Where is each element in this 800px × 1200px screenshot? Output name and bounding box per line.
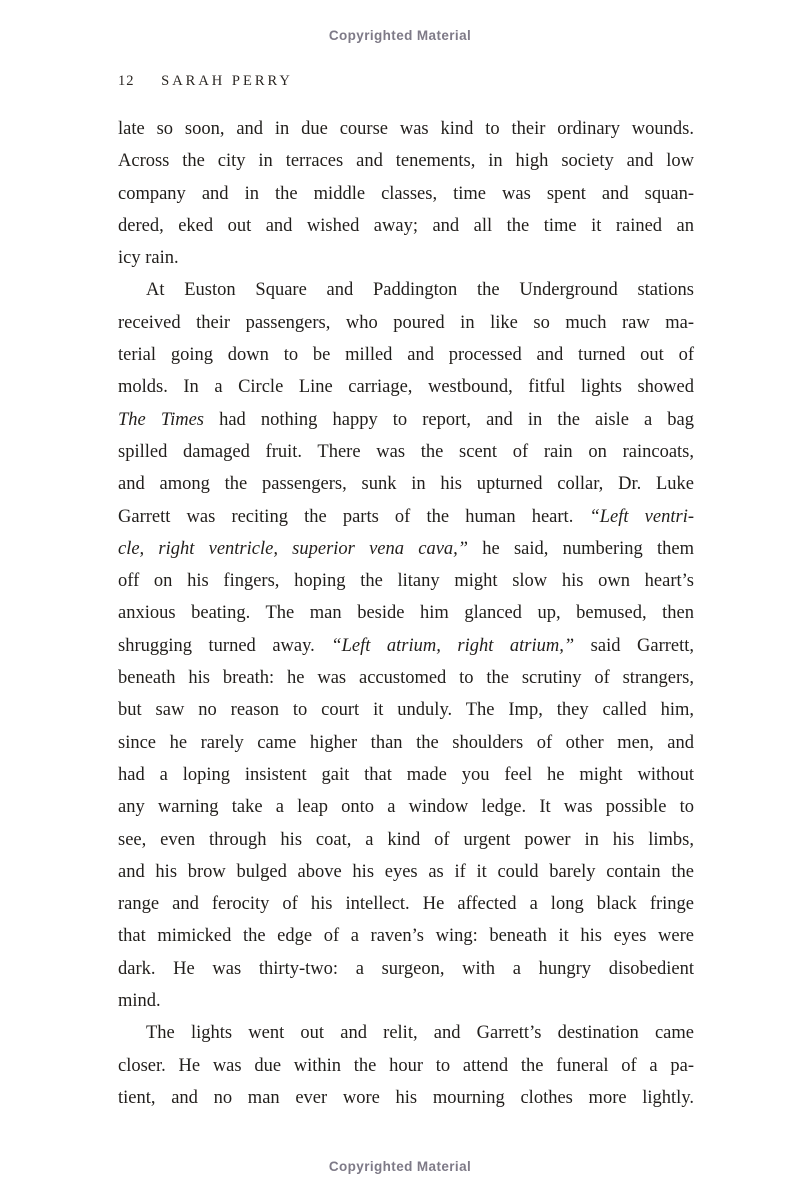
text-run: range and ferocity of his intellect. He affected a long black fringe: [118, 894, 694, 915]
text-line: [118, 888, 694, 920]
text-run: late so soon, and in due course was kind to their ordinary wounds.: [118, 119, 694, 139]
text-run: dered, eked out and wished away; and all the time it rained an: [118, 215, 694, 236]
text-run: At Euston Square and Paddington the Underground stations: [146, 280, 694, 301]
text-run: dark. He was thirty-two: a surgeon, with a hungry disobedient: [118, 958, 694, 979]
text-line: [118, 597, 694, 629]
text-line: [118, 791, 694, 823]
text-run: had nothing happy to report, and in the aisle a bag: [204, 409, 694, 430]
text-run: said Garrett,: [574, 635, 695, 656]
text-line: [118, 145, 694, 177]
text-run: and his brow bulged above his eyes as if it could barely contain the: [118, 861, 694, 882]
text-line: [118, 501, 694, 533]
text-run: company and in the middle classes, time was spent and squan-: [118, 183, 694, 204]
text-line: [118, 404, 694, 436]
text-run: see, even through his coat, a kind of urgent power in his limbs,: [118, 829, 694, 850]
paragraph: [118, 274, 694, 1017]
text-line: [118, 339, 694, 371]
text-line: [118, 533, 694, 565]
text-line: [118, 242, 694, 274]
text-run: anxious beating. The man beside him glanced up, bemused, then: [118, 603, 694, 624]
running-header: [118, 73, 800, 90]
text-line: [118, 920, 694, 952]
italic-text-run: “Left atrium, right atrium,”: [331, 635, 575, 656]
text-line: [118, 630, 694, 662]
page-number: 12: [118, 73, 135, 89]
text-run: he said, numbering them: [468, 538, 694, 559]
text-line: [118, 210, 694, 242]
text-run: molds. In a Circle Line carriage, westbound, fitful lights showed: [118, 377, 694, 398]
text-run: spilled damaged fruit. There was the scent of rain on raincoats,: [118, 441, 694, 462]
text-run: tient, and no man ever wore his mourning clothes more lightly.: [118, 1087, 694, 1108]
text-line: [118, 468, 694, 500]
italic-text-run: cle, right ventricle, superior vena cava,”: [118, 538, 469, 559]
text-line: [118, 953, 694, 985]
text-line: [118, 307, 694, 339]
text-line: [118, 1050, 694, 1082]
text-run: but saw no reason to court it unduly. The Imp, they called him,: [118, 700, 694, 721]
text-line: [118, 694, 694, 726]
text-line: [118, 1017, 694, 1049]
text-run: icy rain.: [118, 248, 179, 269]
body-text: [118, 113, 694, 1114]
text-line: [118, 371, 694, 403]
text-line: [118, 985, 694, 1017]
text-run: any warning take a leap onto a window ledge. It was possible to: [118, 797, 694, 818]
text-run: that mimicked the edge of a raven’s wing: beneath it his eyes were: [118, 926, 694, 947]
text-run: and among the passengers, sunk in his upturned collar, Dr. Luke: [118, 474, 694, 495]
text-run: Garrett was reciting the parts of the human heart.: [118, 506, 590, 527]
text-line: [118, 662, 694, 694]
text-line: [118, 113, 694, 145]
text-line: [118, 1082, 694, 1114]
paragraph: [118, 1017, 694, 1114]
text-line: [118, 727, 694, 759]
text-run: since he rarely came higher than the shoulders of other men, and: [118, 732, 694, 753]
copyright-banner-bottom: Copyrighted Material: [328, 1159, 472, 1174]
text-run: Across the city in terraces and tenements, in high society and low: [118, 151, 694, 172]
paragraph: [118, 113, 694, 274]
italic-text-run: The Times: [118, 409, 205, 430]
text-line: [118, 856, 694, 888]
copyright-banner-top: Copyrighted Material: [328, 28, 472, 43]
text-line: [118, 565, 694, 597]
text-line: [118, 824, 694, 856]
text-run: closer. He was due within the hour to attend the funeral of a pa-: [118, 1055, 694, 1076]
running-header-author: SARAH PERRY: [161, 73, 293, 89]
text-run: beneath his breath: he was accustomed to the scrutiny of strangers,: [118, 668, 694, 689]
text-run: shrugging turned away.: [118, 635, 332, 656]
text-run: The lights went out and relit, and Garrett’s destination came: [146, 1023, 694, 1044]
text-line: [118, 274, 694, 306]
text-run: off on his fingers, hoping the litany might slow his own heart’s: [118, 571, 694, 592]
text-line: [118, 759, 694, 791]
text-run: terial going down to be milled and processed and turned out of: [118, 345, 694, 366]
italic-text-run: “Left ventri-: [589, 506, 694, 527]
text-run: received their passengers, who poured in like so much raw ma-: [118, 312, 694, 333]
text-line: [118, 178, 694, 210]
text-run: mind.: [118, 991, 161, 1012]
text-line: [118, 436, 694, 468]
text-run: had a loping insistent gait that made you feel he might without: [118, 764, 694, 785]
